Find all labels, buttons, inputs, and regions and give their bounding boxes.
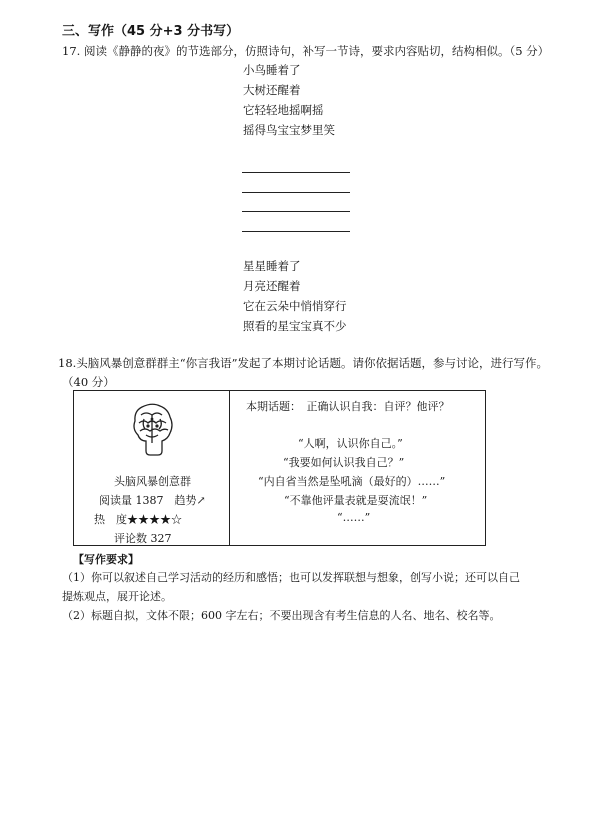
topic-quote: “内自省当然是坠吼滴（最好的）……” — [258, 475, 446, 488]
poem-line: 摇得鸟宝宝梦里笑 — [243, 123, 335, 137]
requirement-line: （1）你可以叙述自己学习活动的经历和感悟；也可以发挥联想与想象，创写小说；还可以自己 — [62, 571, 520, 584]
topic-quote: “不靠他评量表就是耍流氓！” — [284, 494, 428, 507]
topic-quote: “……” — [337, 511, 371, 524]
read-count: 阅读量 1387 趋势↗ — [99, 494, 206, 507]
answer-blank-line[interactable] — [242, 192, 350, 193]
poem-line: 小鸟睡着了 — [243, 63, 301, 77]
topic-quote: “我要如何认识我自己？” — [283, 456, 405, 469]
requirement-line: 提炼观点，展开论述。 — [62, 590, 172, 603]
poem-line: 照看的星宝宝真不少 — [243, 319, 347, 333]
section-title: 三、写作（45 分+3 分书写） — [62, 24, 240, 39]
poem-line: 月亮还醒着 — [243, 279, 301, 293]
question-18-score: （40 分） — [62, 375, 115, 389]
comment-count: 评论数 327 — [114, 532, 172, 545]
poem-line: 它轻轻地摇啊摇 — [243, 103, 324, 117]
card-divider — [229, 391, 230, 545]
answer-blank-line[interactable] — [242, 211, 350, 212]
poem-line: 星星睡着了 — [243, 259, 301, 273]
poem-excerpt — [243, 60, 335, 140]
question-18-prompt: 18.头脑风暴创意群群主“你言我语”发起了本期讨论话题。请你依据话题，参与讨论，进行写作。 — [58, 356, 549, 370]
poem-line: 它在云朵中悄悄穿行 — [243, 299, 347, 313]
topic-quote: “人啊，认识你自己。” — [298, 437, 403, 450]
brain-tree-head-icon — [126, 399, 178, 461]
poem-line: 大树还醒着 — [243, 83, 301, 97]
requirement-line: （2）标题自拟，文体不限；600 字左右；不要出现含有考生信息的人名、地名、校名等。 — [62, 609, 501, 622]
topic-title: 本期话题： 正确认识自我：自评？他评？ — [246, 400, 450, 413]
requirements-title: 【写作要求】 — [73, 553, 139, 566]
answer-blank-line[interactable] — [242, 172, 350, 173]
answer-blank-line[interactable] — [242, 231, 350, 232]
group-name: 头脑风暴创意群 — [114, 475, 191, 488]
discussion-card — [73, 390, 486, 546]
heat-rating: 热 度★★★★☆ — [94, 513, 182, 526]
poem-example — [243, 256, 347, 336]
question-17-prompt: 17. 阅读《静静的夜》的节选部分，仿照诗句，补写一节诗，要求内容贴切，结构相似。（5 分） — [62, 44, 550, 58]
